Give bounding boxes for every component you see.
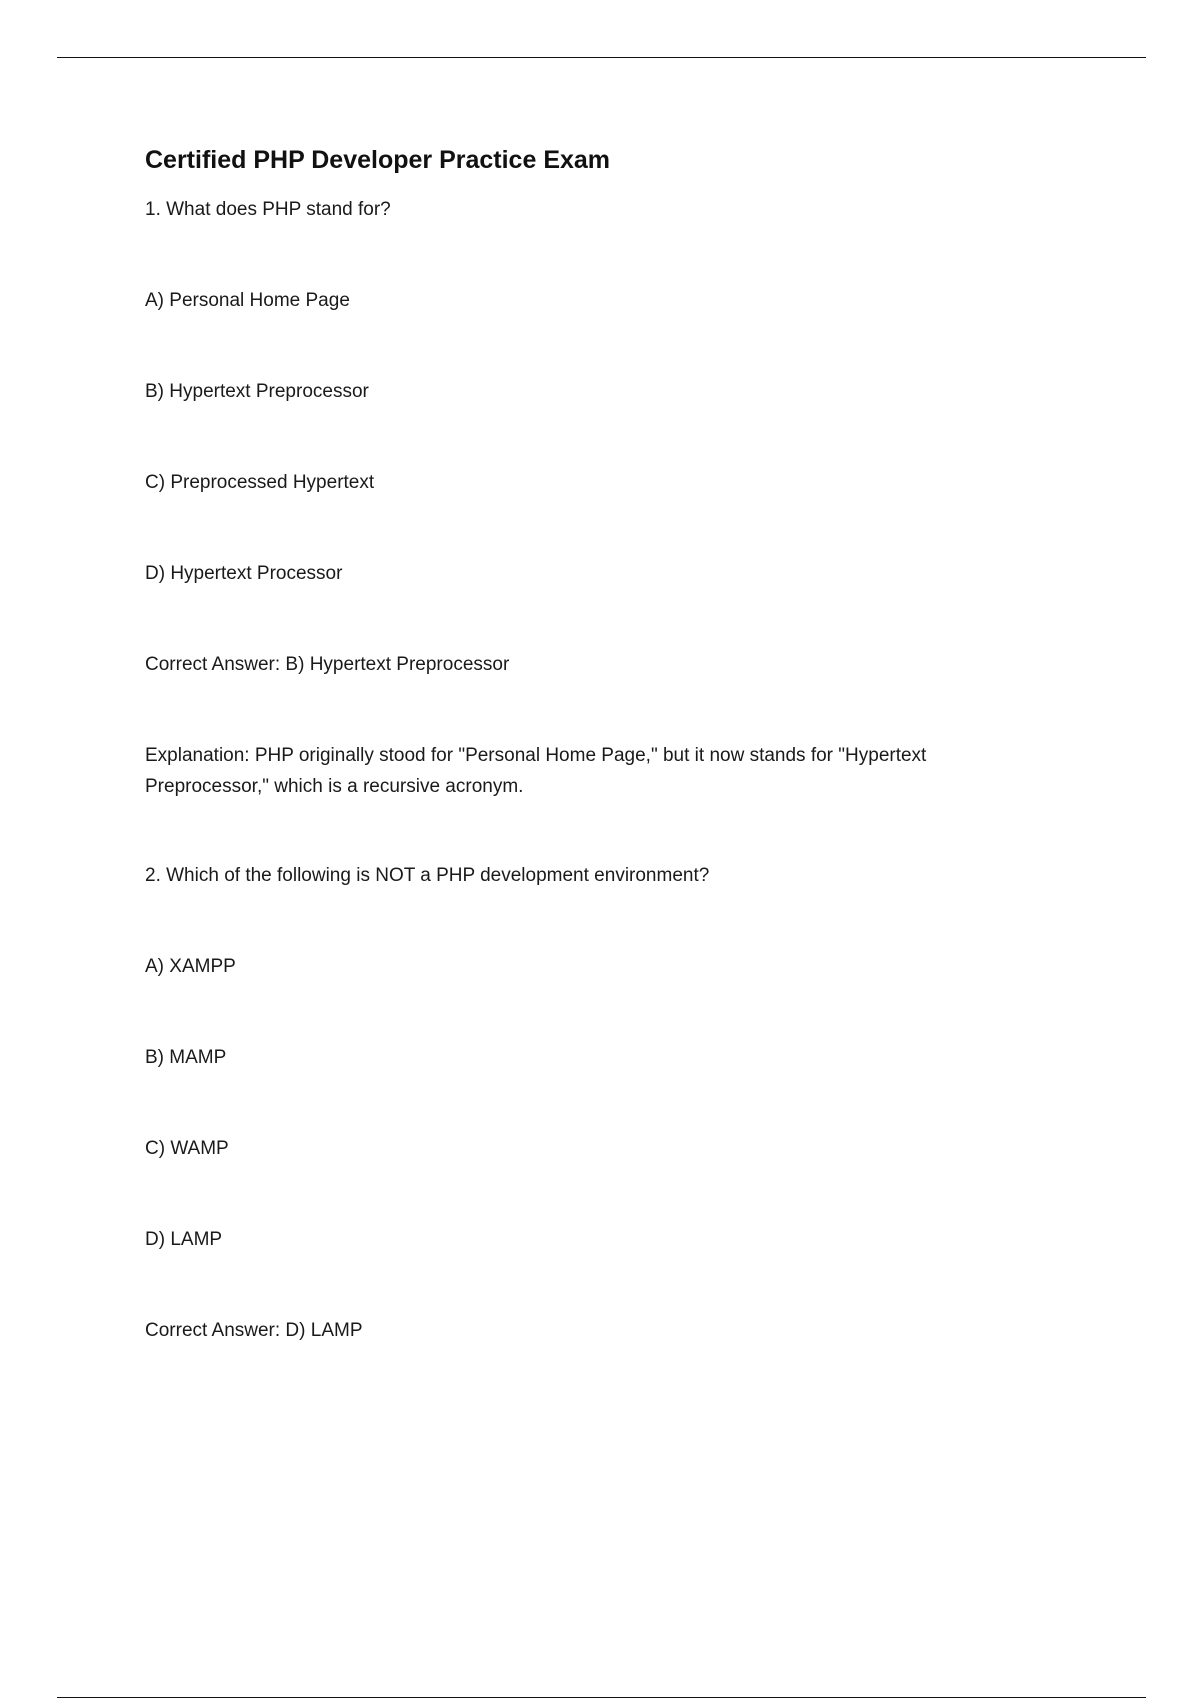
question-2-option-b: B) MAMP bbox=[145, 1047, 227, 1068]
question-2-answer: Correct Answer: D) LAMP bbox=[145, 1320, 363, 1341]
footer-rule bbox=[57, 1697, 1146, 1698]
question-1-text: 1. What does PHP stand for? bbox=[145, 199, 391, 220]
question-2-option-d: D) LAMP bbox=[145, 1229, 223, 1250]
question-1-answer: Correct Answer: B) Hypertext Preprocessor bbox=[145, 654, 510, 675]
question-2-option-a: A) XAMPP bbox=[145, 956, 236, 977]
page-title: Certified PHP Developer Practice Exam bbox=[145, 146, 611, 174]
question-1-option-b: B) Hypertext Preprocessor bbox=[145, 381, 369, 402]
question-2-text: 2. Which of the following is NOT a PHP development environment? bbox=[145, 865, 710, 886]
question-1-explanation: Explanation: PHP originally stood for "Personal Home Page," but it now stands for "Hypertext Preprocessor," which is a recursive acronym. bbox=[145, 745, 927, 797]
question-1-option-c: C) Preprocessed Hypertext bbox=[145, 472, 375, 493]
header-rule bbox=[57, 57, 1146, 58]
question-2-option-c: C) WAMP bbox=[145, 1138, 229, 1159]
question-1-option-a: A) Personal Home Page bbox=[145, 290, 350, 311]
question-1-option-d: D) Hypertext Processor bbox=[145, 563, 343, 584]
